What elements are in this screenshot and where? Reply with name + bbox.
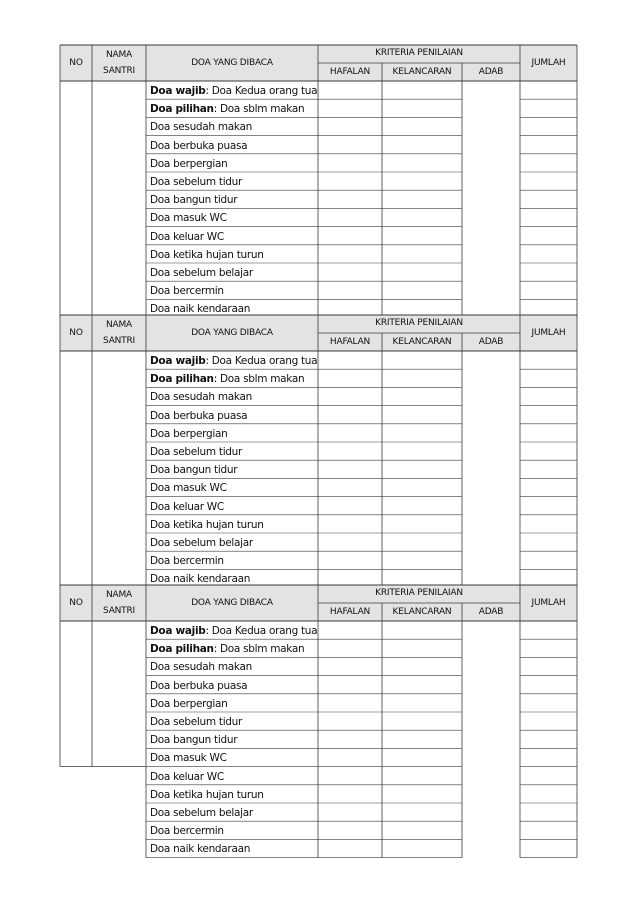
prayer-name: Doa masuk WC	[150, 482, 227, 495]
prayer-row-label	[150, 212, 227, 224]
prayer-row-label	[150, 752, 227, 764]
header-kelancaran: KELANCARAN	[392, 67, 452, 77]
header-kelancaran: KELANCARAN	[392, 607, 452, 617]
prayer-name: Doa keluar WC	[150, 500, 224, 513]
prayer-category: Doa wajib	[150, 355, 206, 367]
header-hafalan: HAFALAN	[329, 337, 371, 347]
prayer-name: Doa masuk WC	[150, 212, 227, 225]
prayer-row-label	[150, 121, 252, 133]
prayer-name: Doa sebelum tidur	[150, 176, 243, 188]
header-no: NO	[69, 598, 83, 608]
prayer-row-label	[150, 464, 237, 476]
header-doa: DOA YANG DIBACA	[191, 328, 273, 338]
header-hafalan: HAFALAN	[329, 67, 371, 77]
prayer-name: Doa bangun tidur	[150, 464, 238, 477]
prayer-name: Doa bangun tidur	[150, 194, 238, 207]
prayer-row-label	[150, 158, 227, 170]
header-hafalan: HAFALAN	[329, 607, 371, 617]
header-jumlah: JUMLAH	[531, 598, 566, 608]
prayer-name: : Doa sblm makan	[213, 643, 305, 656]
prayer-name: Doa sesudah makan	[150, 121, 252, 134]
prayer-row-label	[150, 716, 242, 728]
header-no: NO	[69, 328, 83, 338]
prayer-row-label	[150, 140, 247, 152]
prayer-name: : Doa sblm makan	[213, 373, 305, 386]
header-santri: SANTRI	[103, 606, 135, 616]
prayer-category: Doa pilihan	[150, 643, 214, 656]
prayer-row-label	[150, 807, 253, 819]
prayer-name: : Doa Kedua orang tua	[205, 355, 318, 367]
prayer-name: Doa sebelum tidur	[150, 716, 243, 728]
header-santri: SANTRI	[103, 66, 135, 76]
header-nama: NAMA	[105, 590, 133, 600]
prayer-name: Doa naik kendaraan	[150, 573, 251, 586]
prayer-name: Doa bercermin	[150, 285, 224, 298]
prayer-row-label	[150, 267, 253, 279]
header-nama: NAMA	[105, 320, 133, 330]
prayer-name: Doa sebelum belajar	[150, 807, 253, 819]
prayer-name: Doa sebelum belajar	[150, 267, 253, 279]
prayer-row-label	[150, 428, 227, 440]
prayer-row-label	[150, 285, 224, 297]
prayer-name: Doa sesudah makan	[150, 661, 252, 674]
header-kriteria: KRITERIA PENILAIAN	[375, 318, 463, 328]
prayer-row-label	[150, 231, 224, 243]
header-no: NO	[69, 58, 83, 68]
prayer-name: Doa keluar WC	[150, 230, 224, 243]
prayer-name: Doa masuk WC	[150, 752, 227, 765]
header-kriteria: KRITERIA PENILAIAN	[375, 48, 463, 58]
prayer-name: Doa naik kendaraan	[150, 303, 251, 316]
prayer-category: Doa wajib	[150, 85, 206, 97]
prayer-row-label	[150, 555, 224, 567]
prayer-row-label	[150, 410, 247, 422]
header-doa: DOA YANG DIBACA	[191, 58, 273, 68]
prayer-row-label	[150, 249, 264, 261]
prayer-row-label	[150, 391, 252, 403]
prayer-row-label	[150, 680, 247, 692]
prayer-name: Doa ketika hujan turun	[150, 248, 264, 261]
prayer-row-label	[150, 825, 224, 837]
prayer-row-label	[150, 373, 304, 385]
header-jumlah: JUMLAH	[531, 328, 566, 338]
header-kriteria: KRITERIA PENILAIAN	[375, 588, 463, 598]
prayer-row-label	[150, 573, 250, 585]
prayer-name: Doa berbuka puasa	[150, 409, 248, 422]
prayer-row-label	[150, 843, 250, 855]
header-nama: NAMA	[105, 50, 133, 60]
prayer-row-label	[150, 194, 237, 206]
prayer-name: Doa bangun tidur	[150, 734, 238, 747]
prayer-name: : Doa Kedua orang tua	[205, 625, 318, 637]
prayer-name: Doa ketika hujan turun	[150, 518, 264, 531]
prayer-name: Doa naik kendaraan	[150, 843, 251, 856]
prayer-row-label	[150, 501, 224, 513]
prayer-category: Doa pilihan	[150, 103, 214, 116]
prayer-row-label	[150, 176, 242, 188]
prayer-name: Doa berpergian	[150, 427, 228, 440]
header-kelancaran: KELANCARAN	[392, 337, 452, 347]
prayer-name: Doa berbuka puasa	[150, 139, 248, 152]
prayer-row-label	[150, 303, 250, 315]
prayer-name: Doa bercermin	[150, 825, 224, 838]
prayer-row-label	[150, 482, 227, 494]
prayer-name: : Doa Kedua orang tua	[205, 85, 318, 97]
prayer-category: Doa pilihan	[150, 373, 214, 386]
prayer-name: Doa berpergian	[150, 697, 228, 710]
prayer-category: Doa wajib	[150, 625, 206, 637]
prayer-row-label	[150, 355, 317, 367]
prayer-row-label	[150, 643, 304, 655]
prayer-row-label	[150, 661, 252, 673]
prayer-name: Doa berbuka puasa	[150, 679, 248, 692]
header-doa: DOA YANG DIBACA	[191, 598, 273, 608]
prayer-row-label	[150, 85, 317, 97]
prayer-name: Doa ketika hujan turun	[150, 788, 264, 801]
prayer-row-label	[150, 103, 304, 115]
prayer-row-label	[150, 446, 242, 458]
header-adab: ADAB	[478, 607, 504, 617]
prayer-name: Doa bercermin	[150, 555, 224, 568]
prayer-name: : Doa sblm makan	[213, 103, 305, 116]
header-santri: SANTRI	[103, 336, 135, 346]
prayer-row-label	[150, 537, 253, 549]
prayer-name: Doa sesudah makan	[150, 391, 252, 404]
prayer-name: Doa sebelum tidur	[150, 446, 243, 458]
prayer-row-label	[150, 734, 237, 746]
prayer-row-label	[150, 789, 264, 801]
prayer-name: Doa sebelum belajar	[150, 537, 253, 549]
prayer-row-label	[150, 698, 227, 710]
prayer-name: Doa berpergian	[150, 157, 228, 170]
prayer-row-label	[150, 771, 224, 783]
header-adab: ADAB	[478, 337, 504, 347]
prayer-row-label	[150, 625, 317, 637]
header-adab: ADAB	[478, 67, 504, 77]
prayer-name: Doa keluar WC	[150, 770, 224, 783]
header-jumlah: JUMLAH	[531, 58, 566, 68]
prayer-row-label	[150, 519, 264, 531]
